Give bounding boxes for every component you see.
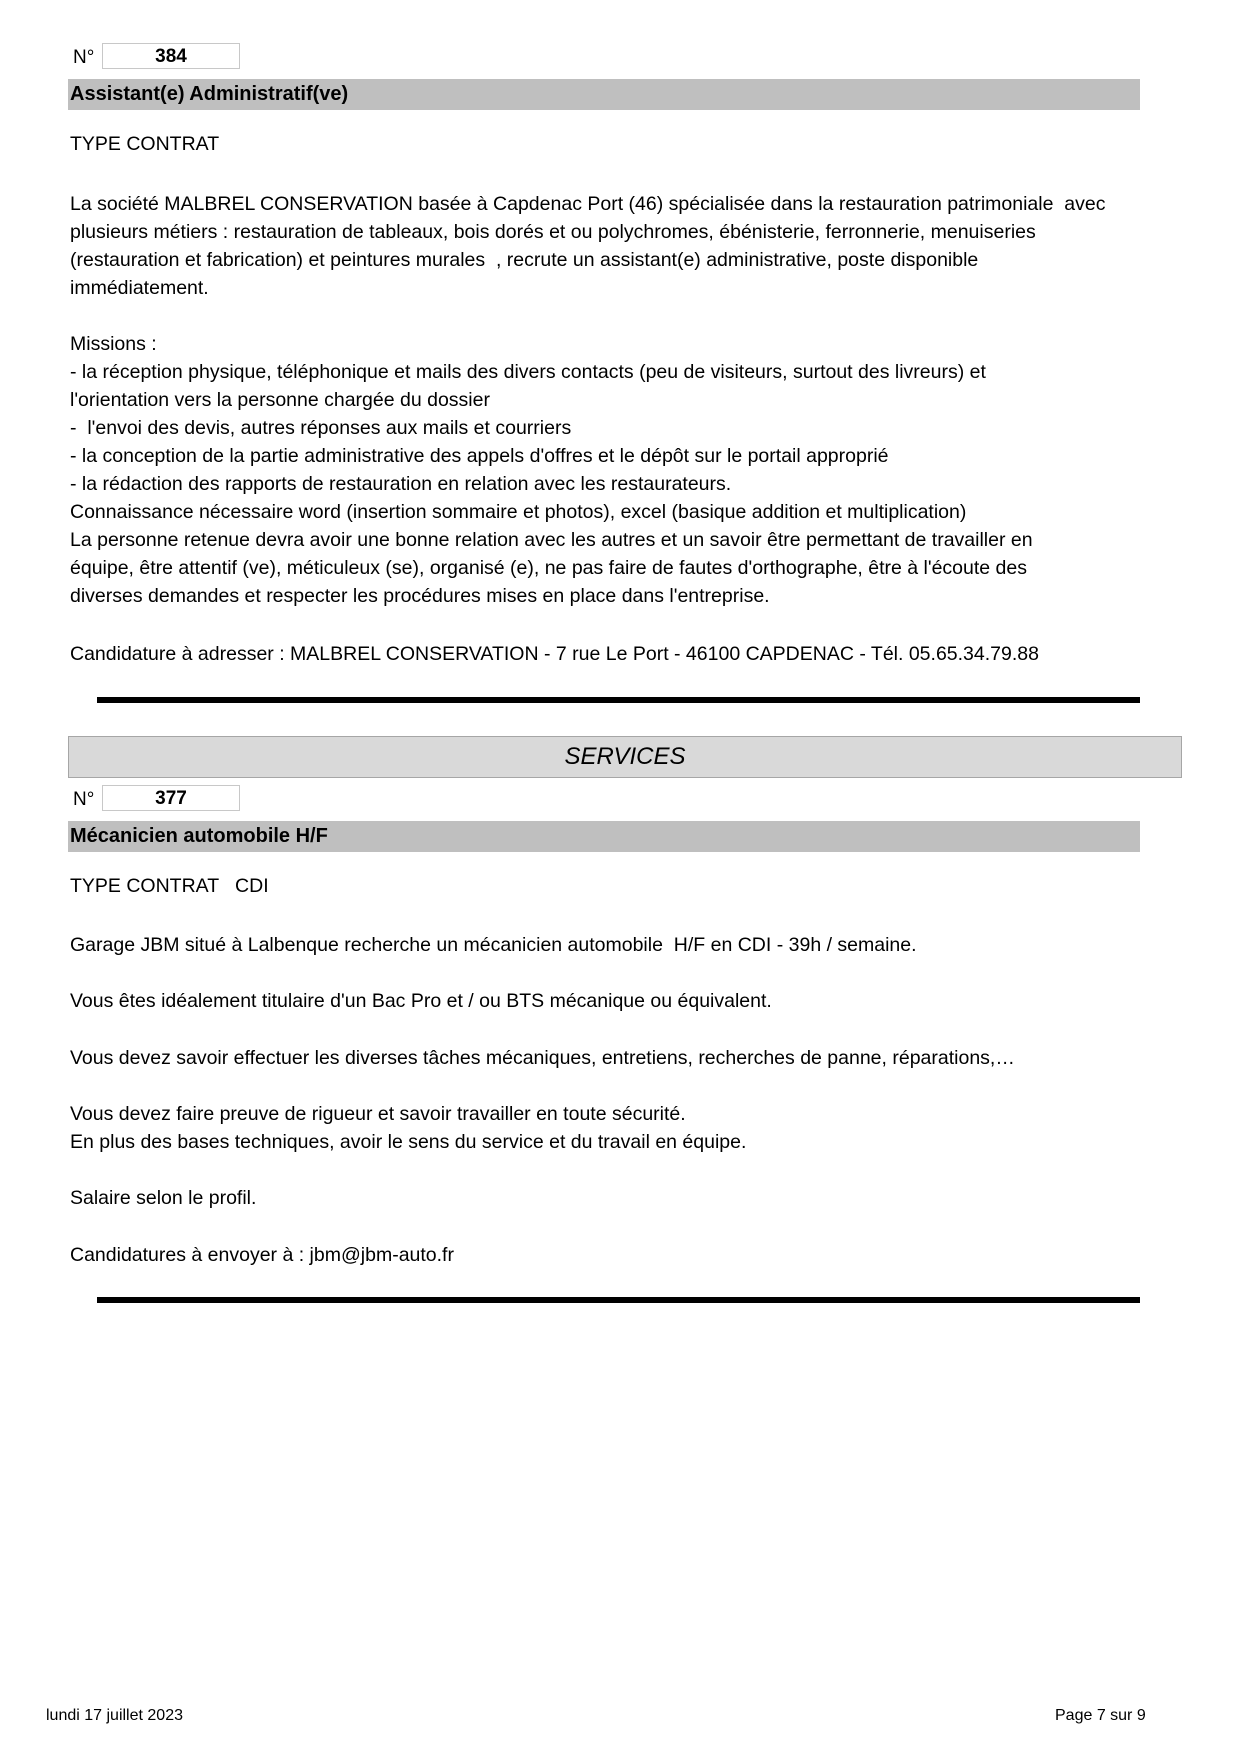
offer-description bbox=[70, 190, 1105, 302]
missions-line: - l'envoi des devis, autres réponses aux mails et courriers bbox=[70, 417, 572, 439]
missions-line: diverses demandes et respecter les procédures mises en place dans l'entreprise. bbox=[70, 585, 770, 607]
contract-type: TYPE CONTRAT bbox=[70, 133, 220, 155]
offer-title: Mécanicien automobile H/F bbox=[68, 821, 1140, 852]
offer-title: Assistant(e) Administratif(ve) bbox=[68, 79, 1140, 110]
footer-page-number: Page 7 sur 9 bbox=[1055, 1707, 1146, 1724]
description-line: Garage JBM situé à Lalbenque recherche un mécanicien automobile H/F en CDI - 39h / semaine. bbox=[70, 934, 917, 956]
missions-line: l'orientation vers la personne chargée du dossier bbox=[70, 389, 490, 411]
separator-line bbox=[97, 697, 1140, 703]
description-line: Salaire selon le profil. bbox=[70, 1187, 257, 1209]
offer-number: 384 bbox=[102, 43, 240, 69]
description-line: Vous êtes idéalement titulaire d'un Bac Pro et / ou BTS mécanique ou équivalent. bbox=[70, 990, 772, 1012]
missions-line: Missions : bbox=[70, 333, 157, 355]
footer-date: lundi 17 juillet 2023 bbox=[46, 1707, 183, 1724]
offer-number: 377 bbox=[102, 785, 240, 811]
offer-missions bbox=[70, 330, 1033, 610]
description-line: Vous devez savoir effectuer les diverses tâches mécaniques, entretiens, recherches de panne, réparations,… bbox=[70, 1047, 1015, 1069]
category-header: SERVICES bbox=[68, 736, 1182, 778]
separator-line bbox=[97, 1297, 1140, 1303]
description-line: Vous devez faire preuve de rigueur et savoir travailler en toute sécurité. bbox=[70, 1103, 686, 1125]
missions-line: équipe, être attentif (ve), méticuleux (se), organisé (e), ne pas faire de fautes d'orthographe, être à l'écoute des bbox=[70, 557, 1027, 579]
description-line: immédiatement. bbox=[70, 277, 209, 299]
missions-line: - la réception physique, téléphonique et mails des divers contacts (peu de visiteurs, surtout des livreurs) et bbox=[70, 361, 986, 383]
missions-line: - la rédaction des rapports de restauration en relation avec les restaurateurs. bbox=[70, 473, 732, 495]
offer-number-label: N° bbox=[73, 789, 95, 810]
description-line: (restauration et fabrication) et peintures murales , recrute un assistant(e) administrative, poste disponible bbox=[70, 249, 979, 271]
description-line: plusieurs métiers : restauration de tableaux, bois dorés et ou polychromes, ébénisterie, ferronnerie, menuiseries bbox=[70, 221, 1036, 243]
description-line: En plus des bases techniques, avoir le sens du service et du travail en équipe. bbox=[70, 1131, 747, 1153]
application-contact: Candidature à adresser : MALBREL CONSERVATION - 7 rue Le Port - 46100 CAPDENAC - Tél. 05.65.34.79.88 bbox=[70, 643, 1039, 665]
missions-line: Connaissance nécessaire word (insertion sommaire et photos), excel (basique addition et multiplication) bbox=[70, 501, 967, 523]
contract-type: TYPE CONTRAT CDI bbox=[70, 875, 269, 897]
application-contact: Candidatures à envoyer à : jbm@jbm-auto.fr bbox=[70, 1244, 454, 1266]
description-line: La société MALBREL CONSERVATION basée à Capdenac Port (46) spécialisée dans la restauration patrimoniale avec bbox=[70, 193, 1106, 215]
missions-line: - la conception de la partie administrative des appels d'offres et le dépôt sur le portail approprié bbox=[70, 445, 889, 467]
offer-number-label: N° bbox=[73, 47, 95, 68]
missions-line: La personne retenue devra avoir une bonne relation avec les autres et un savoir être permettant de travailler en bbox=[70, 529, 1033, 551]
